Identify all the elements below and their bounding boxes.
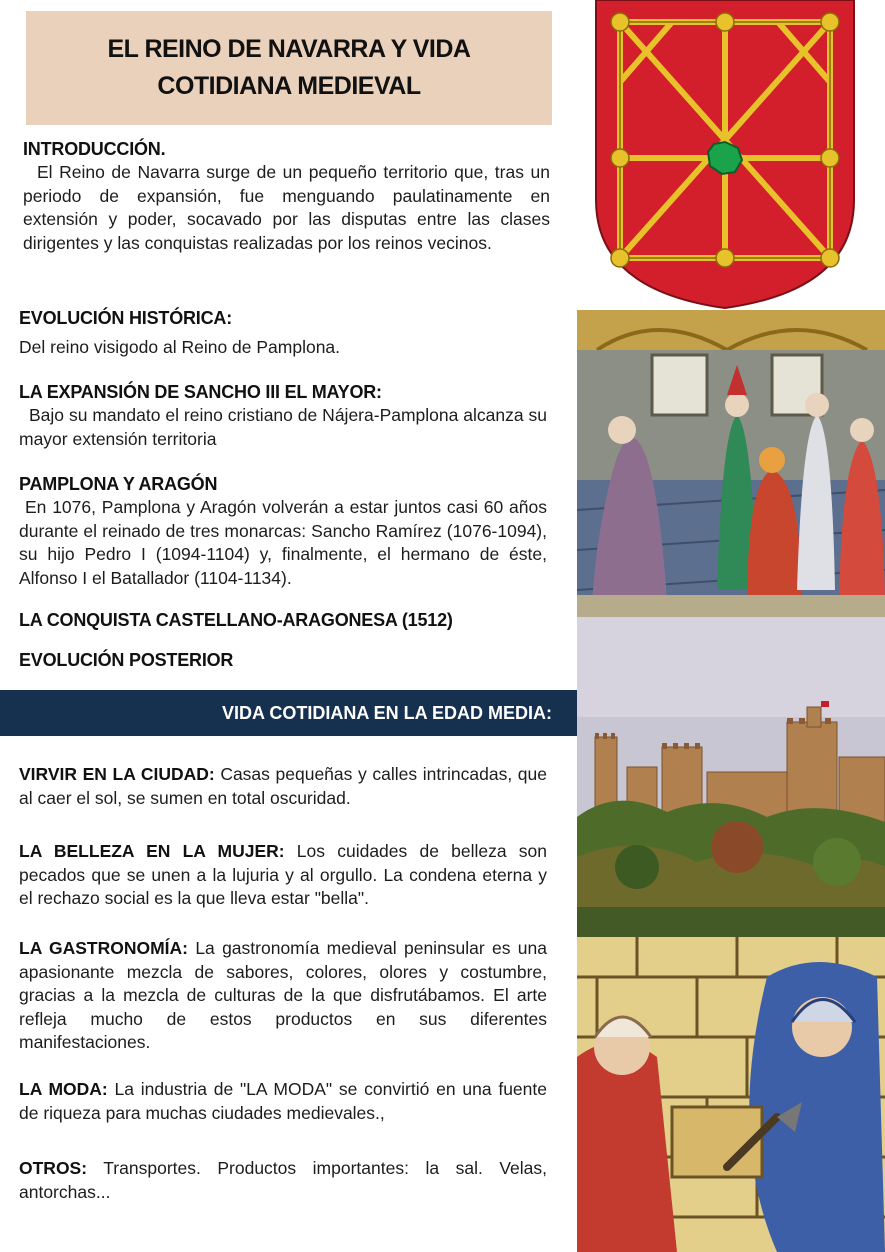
emerald-icon [708, 142, 742, 174]
section-gastronomia [19, 937, 547, 1055]
section-conquista [19, 608, 547, 632]
section-belleza [19, 840, 547, 911]
heading-conquista: LA CONQUISTA CASTELLANO-ARAGONESA (1512) [19, 610, 453, 630]
title-box [26, 11, 552, 125]
section-moda [19, 1078, 547, 1125]
text-otros: OTROS: Transportes. Productos importantes: la sal. Velas, antorchas... [19, 1158, 547, 1202]
illustration-builders-icon [577, 937, 885, 1252]
title-line-1: EL REINO DE NAVARRA Y VIDA [107, 35, 471, 63]
page-title [108, 31, 471, 105]
section-pamplona [19, 472, 547, 590]
section-evolucion [19, 306, 547, 360]
heading-ciudad: VIRVIR EN LA CIUDAD: [19, 764, 215, 784]
shield-icon [590, 0, 860, 310]
text-gastronomia: LA GASTRONOMÍA: La gastronomía medieval peninsular es una apasionante mezcla de sabores, colores, olores y costumbre, gracias a la mezcla de culturas de la que disfrutábamos. El arte refleja mucho de estos productos en sus diferentes manifestaciones. [19, 938, 548, 1052]
section-ciudad [19, 763, 547, 810]
heading-evolucion: EVOLUCIÓN HISTÓRICA: [19, 308, 233, 328]
vida-cotidiana-band [0, 690, 578, 736]
text-sancho: Bajo su mandato el reino cristiano de Nájera-Pamplona alcanza su mayor extensión territoria [19, 405, 547, 449]
text-pamplona: En 1076, Pamplona y Aragón volverán a estar juntos casi 60 años durante el reinado de tres monarcas: Sancho Ramírez (1076-1094), su hijo Pedro I (1094-1104) y, finalmente, el hermano de éste, Alfonso I el Batallador (1104-1134). [19, 497, 547, 588]
heading-otros: OTROS: [19, 1158, 88, 1178]
section-introduccion [23, 137, 550, 255]
navarra-coat-of-arms [590, 0, 860, 310]
text-ciudad: VIRVIR EN LA CIUDAD: Casas pequeñas y calles intrincadas, que al caer el sol, se sumen en total oscuridad. [19, 764, 547, 808]
painting-women-spinning [577, 310, 885, 617]
photo-castle-olite [577, 617, 885, 937]
title-line-2: COTIDIANA MEDIEVAL [157, 72, 421, 100]
heading-pamplona: PAMPLONA Y ARAGÓN [19, 474, 218, 494]
section-sancho [19, 380, 547, 451]
band-label: VIDA COTIDIANA EN LA EDAD MEDIA: [222, 702, 552, 723]
heading-belleza: LA BELLEZA EN LA MUJER: [19, 841, 285, 861]
text-evolucion: Del reino visigodo al Reino de Pamplona. [19, 337, 341, 357]
text-moda: LA MODA: La industria de "LA MODA" se convirtió en una fuente de riqueza para muchas ciudades medievales., [19, 1079, 547, 1123]
castle-icon [577, 617, 885, 937]
section-otros [19, 1157, 547, 1204]
miniature-builders [577, 937, 885, 1252]
heading-introduccion: INTRODUCCIÓN. [23, 139, 166, 159]
heading-gastronomia: LA GASTRONOMÍA: [19, 938, 188, 958]
heading-posterior: EVOLUCIÓN POSTERIOR [19, 650, 234, 670]
heading-sancho: LA EXPANSIÓN DE SANCHO III EL MAYOR: [19, 382, 382, 402]
section-posterior [19, 648, 547, 672]
text-introduccion: El Reino de Navarra surge de un pequeño territorio que, tras un periodo de expansión, fue menguando paulatinamente en extensión y poder, socavado por las disputas entre las clases dirigentes y las conquistas realizadas por los reinos vecinos. [23, 162, 550, 253]
illustration-women-icon [577, 310, 885, 617]
text-belleza: LA BELLEZA EN LA MUJER: Los cuidades de belleza son pecados que se unen a la lujuria y al orgullo. La condena eterna y el rechazo social es la que lleva estar "bella". [19, 841, 547, 908]
heading-moda: LA MODA: [19, 1079, 108, 1099]
